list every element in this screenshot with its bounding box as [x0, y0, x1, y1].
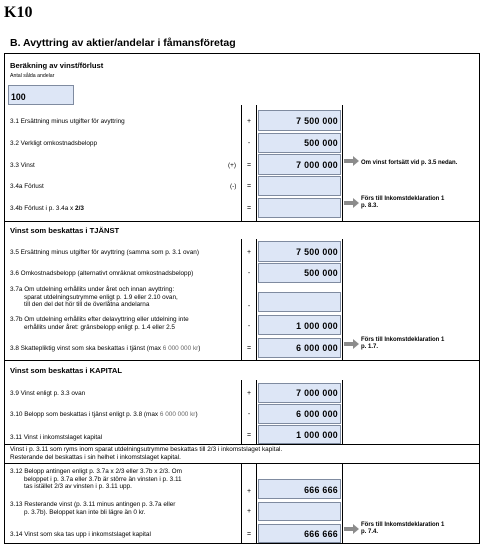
op-3-6: -: [247, 270, 251, 277]
label-3-8: 3.8 Skattepliktig vinst som ska beskattas i tjänst (max 6 000 000 kr): [10, 345, 201, 352]
section-title: B. Avyttring av aktier/andelar i fåmansföretag: [10, 37, 236, 49]
op-3-7b: -: [247, 323, 251, 330]
label-3-1: 3.1 Ersättning minus utgifter för avyttring: [10, 118, 125, 125]
divider: [4, 463, 480, 464]
label-3-10: 3.10 Belopp som beskattas i tjänst enligt p. 3.8 (max 6 000 000 kr): [10, 411, 198, 418]
value-3-12: 666 666: [304, 485, 338, 495]
label-3-14: 3.14 Vinst som ska tas upp i inkomstslaget kapital: [10, 531, 151, 538]
column-line: [256, 380, 257, 444]
info-text: Vinst i p. 3.11 som ryms inom sparat utdelningsutrymme beskattas till 2/3 i inkomstslaget kapital. Resterande del beskattas i sin helhet i inkomstslaget kapital.: [10, 446, 283, 461]
op-3-5: +: [246, 249, 252, 256]
label-3-3: 3.3 Vinst: [10, 162, 35, 169]
column-line: [241, 239, 242, 360]
section-heading-vinst-forlust: Beräkning av vinst/förlust: [10, 61, 104, 70]
op-3-13: +: [246, 508, 252, 515]
value-3-11: 1 000 000: [296, 430, 338, 440]
op-3-4b: =: [246, 205, 252, 212]
field-3-7a[interactable]: [258, 292, 341, 312]
value-3-7b: 1 000 000: [296, 321, 338, 331]
value-3-1: 7 500 000: [296, 116, 338, 126]
note-3-8: Förs till Inkomstdeklaration 1 p. 1.7.: [361, 337, 445, 350]
value-3-5: 7 500 000: [296, 247, 338, 257]
divider: [4, 444, 480, 445]
op-3-1: +: [246, 118, 252, 125]
value-3-3: 7 000 000: [296, 160, 338, 170]
note-3-14: Förs till Inkomstdeklaration 1 p. 7.4.: [361, 522, 445, 535]
column-line: [256, 463, 257, 544]
op-3-2: -: [247, 140, 251, 147]
label-3-7b: 3.7b Om utdelning erhållits efter delavyttring eller utdelning inte erhållits under året: gränsbelopp enligt p. 1.4 eller 2.5: [10, 316, 189, 331]
value-3-14: 666 666: [304, 529, 338, 539]
column-line: [342, 105, 343, 221]
note-3-4b: Förs till Inkomstdeklaration 1 p. 8.3.: [361, 196, 445, 209]
op-3-10: -: [247, 411, 251, 418]
antal-label: Antal sålda andelar: [10, 73, 55, 79]
field-3-13[interactable]: [258, 502, 341, 521]
divider: [4, 360, 480, 361]
op-3-3: =: [246, 162, 252, 169]
note-3-3: Om vinst fortsätt vid p. 3.5 nedan.: [361, 160, 458, 166]
label-3-2: 3.2 Verkligt omkostnadsbelopp: [10, 140, 98, 147]
op-3-4a: =: [246, 183, 252, 190]
column-line: [342, 463, 343, 544]
column-line: [342, 380, 343, 444]
section-heading-tjanst: Vinst som beskattas i TJÄNST: [10, 226, 120, 235]
column-line: [256, 239, 257, 360]
op-3-14: =: [246, 531, 252, 538]
label-3-6: 3.6 Omkostnadsbelopp (alternativt omräknat omkostnadsbelopp): [10, 270, 194, 277]
label-3-7a: 3.7a Om utdelning erhållits under året och innan avyttring: sparat utdelningsutrymme enligt p. 1.9 eller 2.10 ovan, till den del det hör till de överlåtna andelarna: [10, 286, 178, 309]
op-3-11: =: [246, 432, 252, 439]
section-heading-kapital: Vinst som beskattas i KAPITAL: [10, 366, 122, 375]
op-3-8: =: [246, 345, 252, 352]
op-3-7a: -: [247, 303, 251, 310]
value-3-8: 6 000 000: [296, 343, 338, 353]
label-3-12: 3.12 Belopp antingen enligt p. 3.7a x 2/3 eller 3.7b x 2/3. Om beloppet i p. 3.7a eller 3.7b är större än vinsten i p. 3.11 tas istället 2/3 av vinsten i p. 3.11 upp.: [10, 468, 182, 491]
label-3-9: 3.9 Vinst enligt p. 3.3 ovan: [10, 390, 86, 397]
divider: [4, 221, 480, 222]
sign-3-4a: (-): [230, 183, 237, 190]
arrow-right-icon: [344, 156, 360, 166]
label-3-4b: 3.4b Förlust i p. 3.4a x 2/3: [10, 205, 84, 212]
label-3-5: 3.5 Ersättning minus utgifter för avyttring (samma som p. 3.1 ovan): [10, 249, 199, 256]
label-3-11: 3.11 Vinst i inkomstslaget kapital: [10, 434, 103, 441]
value-3-10: 6 000 000: [296, 409, 338, 419]
sign-3-3: (+): [228, 162, 236, 169]
arrow-right-icon: [344, 339, 360, 349]
arrow-right-icon: [344, 198, 360, 208]
form-code: K10: [4, 4, 33, 21]
value-3-2: 500 000: [304, 138, 338, 148]
value-3-6: 500 000: [304, 268, 338, 278]
label-3-4a: 3.4a Förlust: [10, 183, 44, 190]
op-3-12: +: [246, 488, 252, 495]
column-line: [256, 105, 257, 221]
field-3-4b[interactable]: [258, 198, 341, 218]
column-line: [342, 239, 343, 360]
antal-value: 100: [11, 92, 26, 102]
arrow-right-icon: [344, 524, 360, 534]
value-3-9: 7 000 000: [296, 388, 338, 398]
field-3-4a[interactable]: [258, 176, 341, 196]
label-3-13: 3.13 Resterande vinst (p. 3.11 minus antingen p. 3.7a eller p. 3.7b). Beloppet kan inte bli lägre än 0 kr.: [10, 501, 176, 516]
op-3-9: +: [246, 390, 252, 397]
